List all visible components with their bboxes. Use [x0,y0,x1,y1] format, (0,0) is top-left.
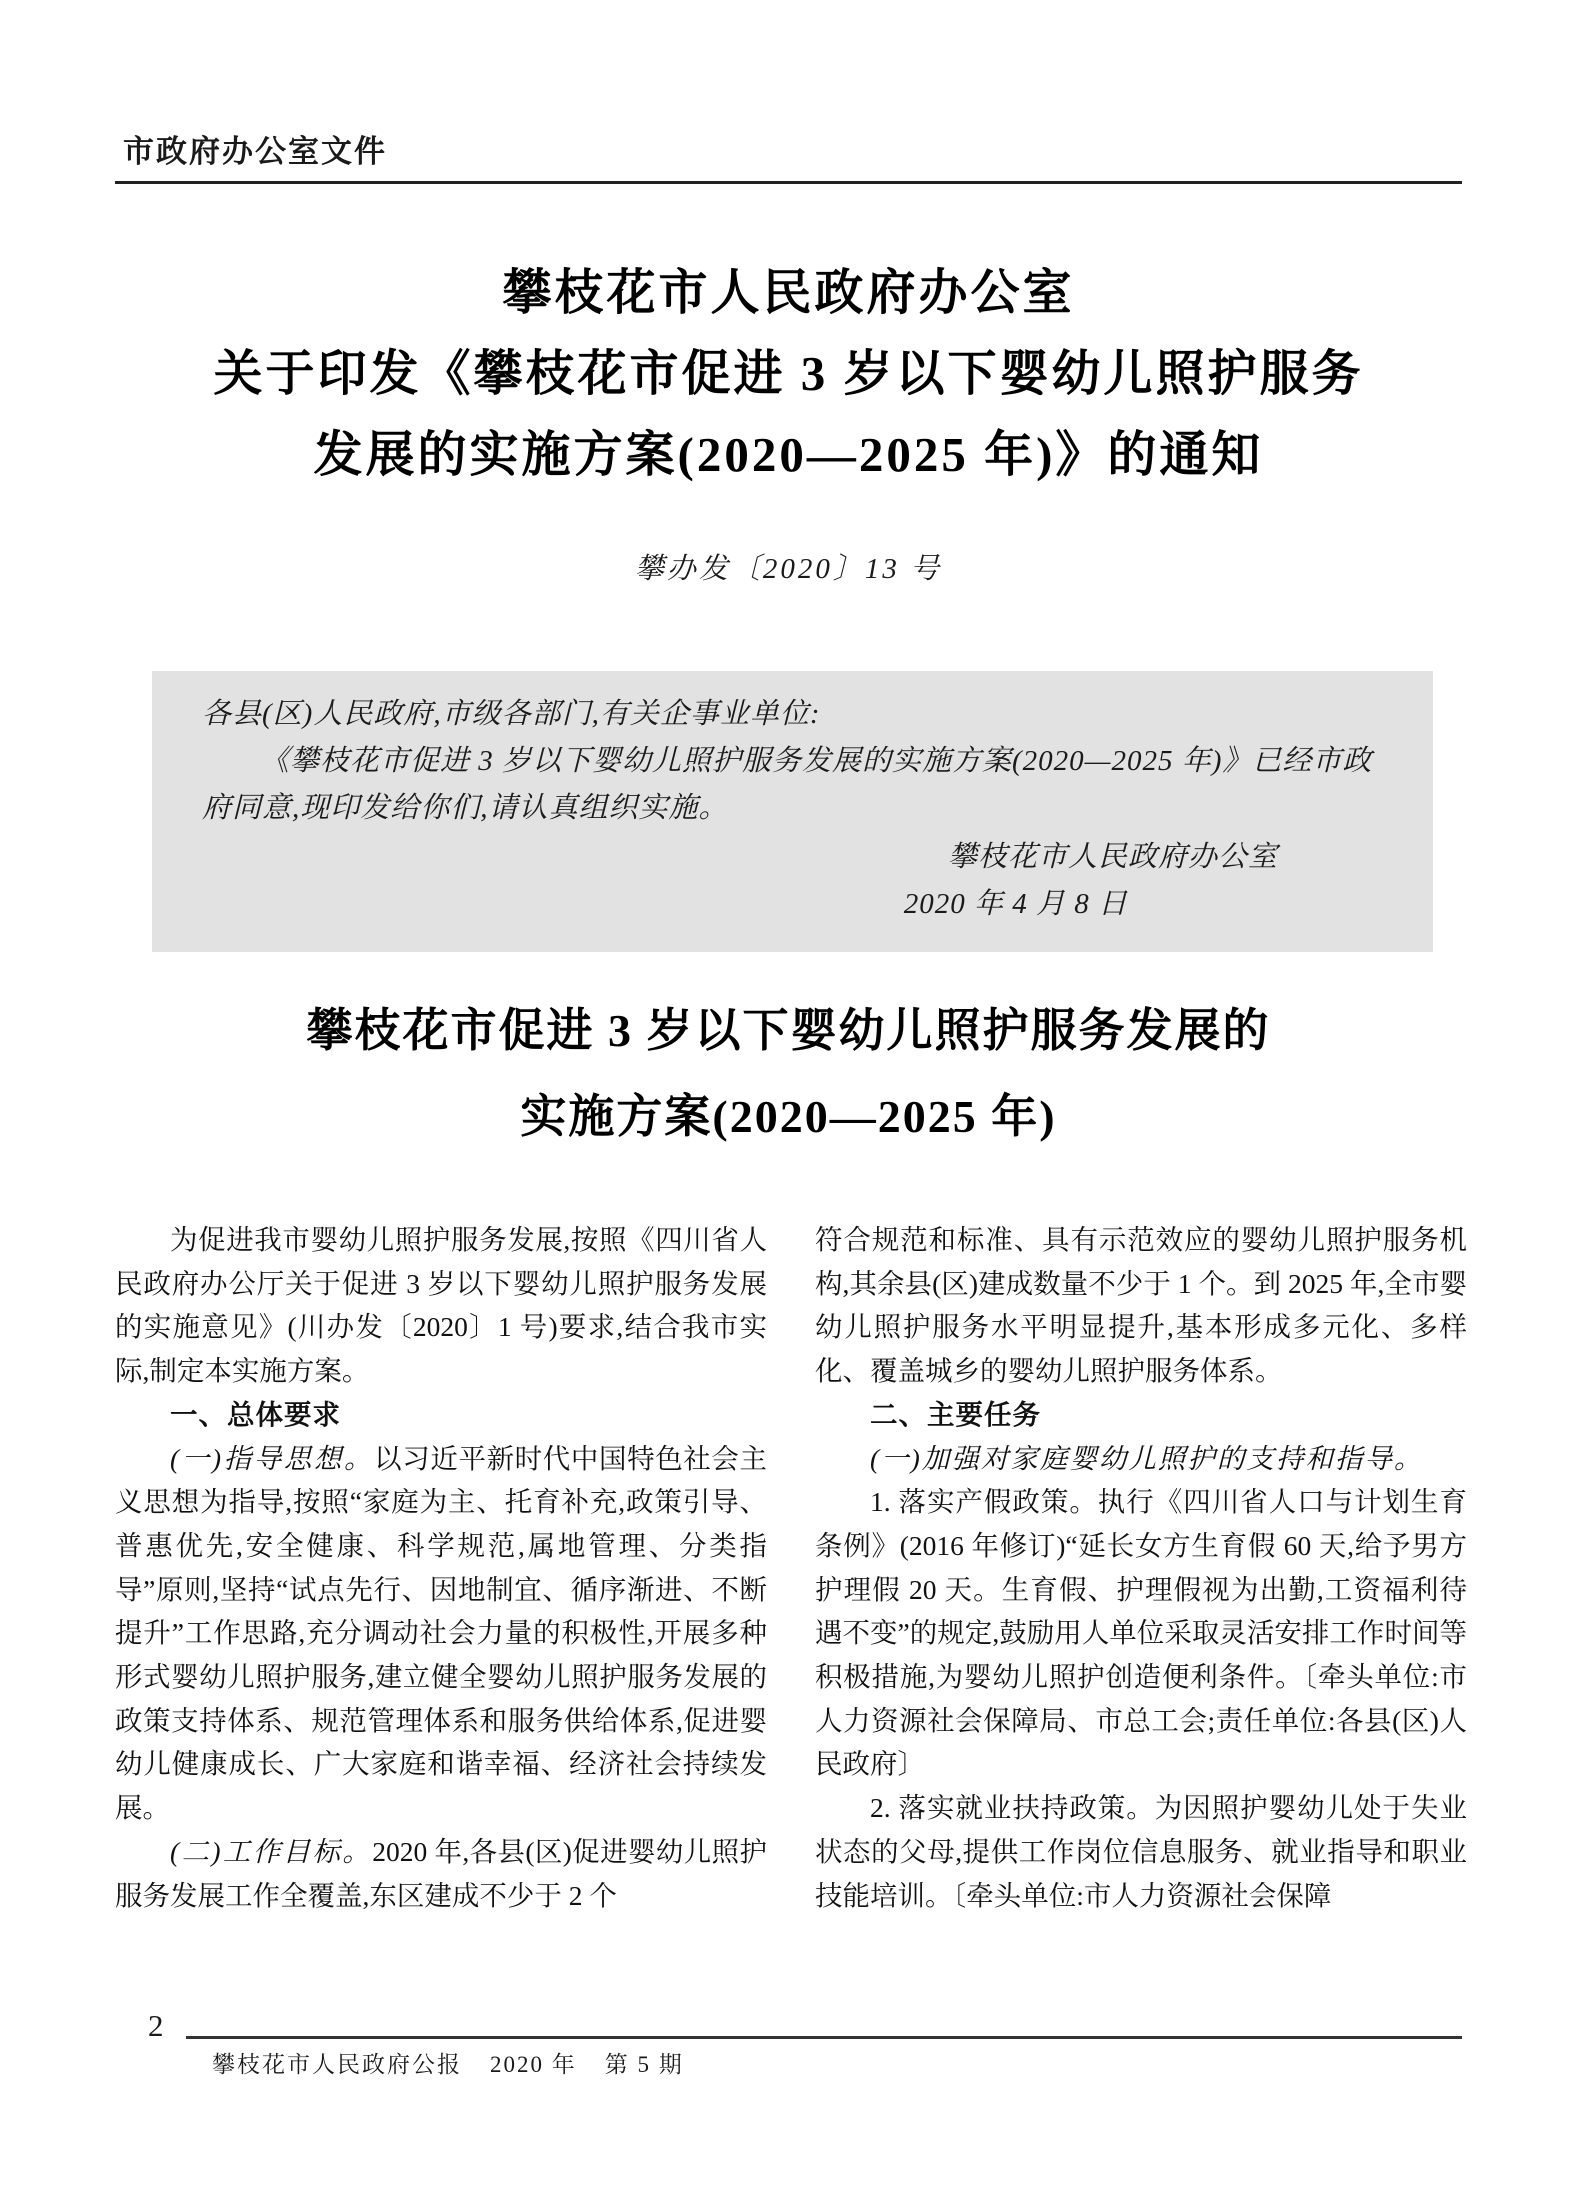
document-number: 攀办发〔2020〕13 号 [634,553,943,585]
letter-date: 2020 年 4 月 8 日 [903,888,1128,920]
letter-signer: 攀枝花市人民政府办公室 [947,841,1278,873]
paragraph-employment-support-policy: 2. 落实就业扶持政策。为因照护婴幼儿处于失业状态的父母,提供工作岗位信息服务、就业指导和职业技能培训。〔牵头单位:市人力资源社会保障 [815,1792,1467,1911]
paragraph-work-goals [115,1830,767,1917]
notice-title-line-2: 关于印发《攀枝花市促进 3 岁以下婴幼儿照护服务 [213,346,1364,401]
letter-body: 《攀枝花市促进 3 岁以下婴幼儿照护服务发展的实施方案(2020—2025 年)》已经市政府同意,现印发给你们,请认真组织实施。 [202,745,1373,824]
letter-salutation: 各县(区)人民政府,市级各部门,有关企事业单位: [202,698,821,730]
footer-year: 2020 年 [490,2052,577,2077]
footer-issue: 第 5 期 [604,2052,684,2077]
left-column [115,1218,767,1917]
footer-gazette-name: 攀枝花市人民政府公报 [212,2052,462,2077]
paragraph-guiding-ideology [115,1437,767,1830]
paragraph-goals-continued: 符合规范和标准、具有示范效应的婴幼儿照护服务机构,其余县(区)建成数量不少于 1 个。到 2025 年,全市婴幼儿照护服务水平明显提升,基本形成多元化、多样化、覆盖城乡的婴幼儿照护服务体系。 [815,1224,1467,1387]
plan-title-line-2: 实施方案(2020—2025 年) [520,1091,1057,1142]
paragraph-maternity-leave-policy: 1. 落实产假政策。执行《四川省人口与计划生育条例》(2016 年修订)“延长女方生育假 60 天,给予男方护理假 20 天。生育假、护理假视为出勤,工资福利待遇不变”的规定,鼓励用人单位采取灵活安排工作时间等积极措施,为婴幼儿照护创造便利条件。〔牵头单位:市人力资源社会保障局、市总工会;责任单位:各县(区)人民政府〕 [815,1486,1467,1780]
section-heading-1: 一、总体要求 [170,1398,341,1430]
paragraph-text: 2020 年,各县(区)促进婴幼儿照护服务发展工作全覆盖,东区建成不少于 2 个 [115,1835,767,1911]
right-column [815,1218,1467,1917]
footer-rule [186,2036,1462,2039]
plan-title-line-1: 攀枝花市促进 3 岁以下婴幼儿照护服务发展的 [306,1005,1271,1056]
paragraph-text: 以习近平新时代中国特色社会主义思想为指导,按照“家庭为主、托育补充,政策引导、普惠优先,安全健康、科学规范,属地管理、分类指导”原则,坚持“试点先行、因地制宜、循序渐进、不断提升”工作思路,充分调动社会力量的积极性,开展多种形式婴幼儿照护服务,建立健全婴幼儿照护服务发展的政策支持体系、规范管理体系和服务供给体系,促进婴幼儿健康成长、广大家庭和谐幸福、经济社会持续发展。 [115,1442,767,1824]
header-rule [115,181,1462,184]
paragraph-lead: (一)指导思想。 [170,1442,375,1474]
footer-gazette-info [212,2046,684,2079]
running-header-label: 市政府办公室文件 [123,134,387,169]
footer-page-number: 2 [148,2008,164,2043]
paragraph-intro: 为促进我市婴幼儿照护服务发展,按照《四川省人民政府办公厅关于促进 3 岁以下婴幼儿照护服务发展的实施意见》(川办发〔2020〕1 号)要求,结合我市实际,制定本实施方案。 [115,1224,767,1387]
body-columns [115,1218,1467,1917]
section-heading-2: 二、主要任务 [870,1398,1041,1430]
transmittal-letter-box [152,671,1433,952]
plan-title [115,988,1462,1160]
notice-title-line-1: 攀枝花市人民政府办公室 [502,265,1075,320]
notice-title-line-3: 发展的实施方案(2020—2025 年)》的通知 [313,427,1264,482]
paragraph-task-subheading: (一)加强对家庭婴幼儿照护的支持和指导。 [870,1442,1424,1474]
notice-title [115,252,1462,495]
paragraph-lead: (二)工作目标。 [170,1835,373,1867]
